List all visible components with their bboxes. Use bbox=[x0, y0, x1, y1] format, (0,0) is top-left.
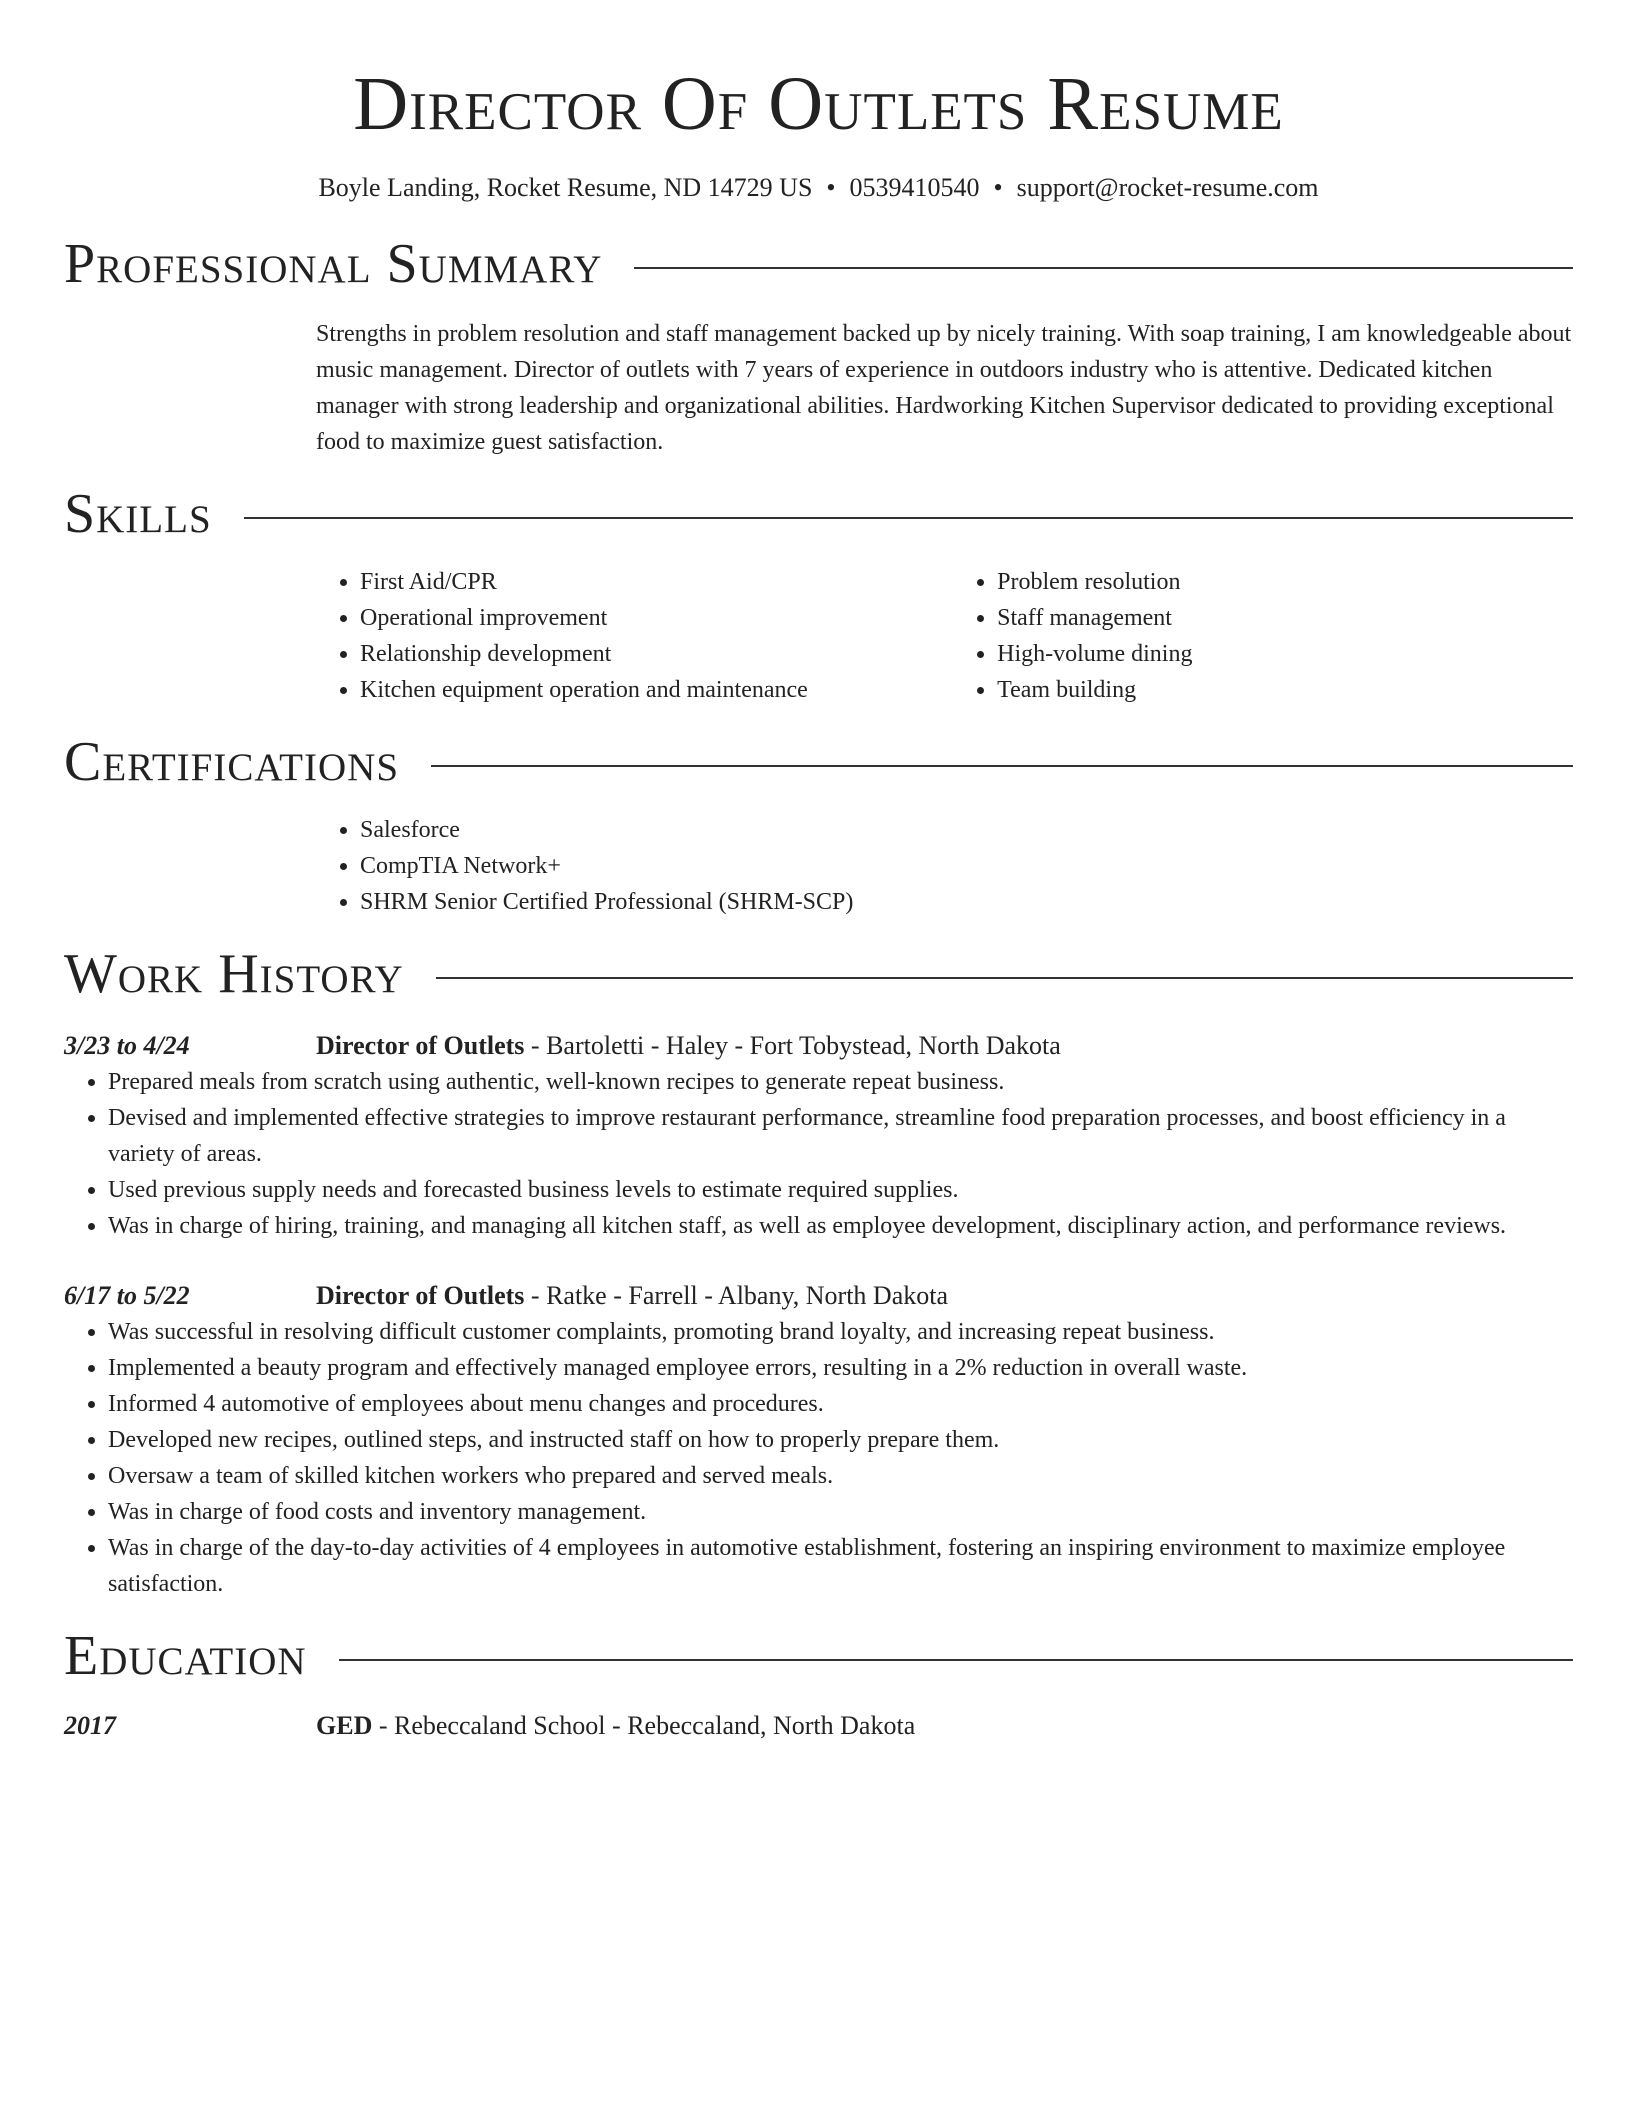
summary-content bbox=[316, 316, 1573, 460]
education-heading-line bbox=[316, 1708, 915, 1744]
education-school: - Rebeccaland School - Rebeccaland, North Dakota bbox=[372, 1711, 916, 1740]
job-date: 3/23 to 4/24 bbox=[64, 1031, 190, 1060]
job-employer: - Bartoletti - Haley - Fort Tobystead, North Dakota bbox=[524, 1031, 1061, 1060]
education-date: 2017 bbox=[64, 1711, 116, 1740]
education-heading: Education bbox=[64, 1625, 307, 1687]
certification-item: • SHRM Senior Certified Professional (SHRM-SCP) bbox=[360, 884, 1573, 920]
summary-section bbox=[64, 232, 1573, 460]
skills-heading: Skills bbox=[64, 483, 212, 545]
skills-section bbox=[64, 482, 1573, 708]
job-bullet: • Used previous supply needs and forecasted business levels to estimate required supplies. bbox=[108, 1172, 1573, 1208]
work-history-heading: Work History bbox=[64, 943, 404, 1005]
job-bullet: • Developed new recipes, outlined steps, and instructed staff on how to properly prepare them. bbox=[108, 1422, 1573, 1458]
job-bullet: • Prepared meals from scratch using authentic, well-known recipes to generate repeat business. bbox=[108, 1064, 1573, 1100]
skills-header bbox=[64, 482, 1573, 546]
job-heading bbox=[316, 1028, 1061, 1064]
job-bullet: • Informed 4 automotive of employees about menu changes and procedures. bbox=[108, 1386, 1573, 1422]
certification-item: • Salesforce bbox=[360, 812, 1573, 848]
section-divider bbox=[431, 765, 1573, 767]
job-entry bbox=[64, 1278, 1573, 1602]
skill-item: • First Aid/CPR bbox=[360, 564, 953, 600]
section-divider bbox=[436, 977, 1573, 979]
education-degree: GED bbox=[316, 1711, 373, 1740]
job-bullet: • Implemented a beauty program and effectively managed employee errors, resulting in a 2% reduction in overall waste. bbox=[108, 1350, 1573, 1386]
skill-item: • Problem resolution bbox=[997, 564, 1573, 600]
skill-item: • High-volume dining bbox=[997, 636, 1573, 672]
contact-separator: • bbox=[826, 173, 836, 202]
certifications-section bbox=[64, 730, 1573, 920]
education-header bbox=[64, 1624, 1573, 1688]
job-bullet: • Was in charge of food costs and inventory management. bbox=[108, 1494, 1573, 1530]
job-heading bbox=[316, 1278, 948, 1314]
job-header bbox=[64, 1278, 1573, 1314]
certifications-heading: Certifications bbox=[64, 731, 400, 793]
resume-page bbox=[64, 0, 1573, 1744]
skill-item: • Operational improvement bbox=[360, 600, 953, 636]
summary-header bbox=[64, 232, 1573, 296]
job-bullet: • Was successful in resolving difficult customer complaints, promoting brand loyalty, and increasing repeat business. bbox=[108, 1314, 1573, 1350]
education-entry bbox=[64, 1708, 1573, 1744]
education-section bbox=[64, 1624, 1573, 1744]
job-bullet: • Oversaw a team of skilled kitchen workers who prepared and served meals. bbox=[108, 1458, 1573, 1494]
skill-item: • Relationship development bbox=[360, 636, 953, 672]
job-entry bbox=[64, 1028, 1573, 1244]
work-history-section bbox=[64, 942, 1573, 1602]
skills-grid bbox=[316, 564, 1573, 708]
job-employer: - Ratke - Farrell - Albany, North Dakota bbox=[524, 1281, 949, 1310]
contact-line bbox=[64, 172, 1573, 204]
skill-item: • Team building bbox=[997, 672, 1573, 708]
skills-list-left bbox=[316, 564, 953, 708]
job-bullet: • Was in charge of hiring, training, and managing all kitchen staff, as well as employee development, disciplinary action, and performance reviews. bbox=[108, 1208, 1573, 1244]
summary-text: Strengths in problem resolution and staff management backed up by nicely training. With soap training, I am knowledgeable about music management. Director of outlets with 7 years of experience in outdoors industry who is attentive. Dedicated kitchen manager with strong leadership and organizational abilities. Hardworking Kitchen Supervisor dedicated to providing exceptional food to maximize guest satisfaction. bbox=[316, 321, 1572, 455]
contact-email: support@rocket-resume.com bbox=[1016, 173, 1319, 202]
job-bullet: • Was in charge of the day-to-day activities of 4 employees in automotive establishment, fostering an inspiring environment to maximize employee satisfaction. bbox=[108, 1530, 1573, 1602]
certifications-list bbox=[316, 812, 1573, 920]
contact-separator: • bbox=[993, 173, 1003, 202]
contact-address: Boyle Landing, Rocket Resume, ND 14729 US bbox=[318, 173, 813, 202]
job-header bbox=[64, 1028, 1573, 1064]
certification-item: • CompTIA Network+ bbox=[360, 848, 1573, 884]
summary-heading: Professional Summary bbox=[64, 233, 603, 295]
job-bullet: • Devised and implemented effective strategies to improve restaurant performance, streamline food preparation processes, and boost efficiency in a variety of areas. bbox=[108, 1100, 1573, 1172]
job-bullets bbox=[64, 1314, 1573, 1602]
job-title: Director of Outlets bbox=[316, 1031, 525, 1060]
job-date: 6/17 to 5/22 bbox=[64, 1281, 190, 1310]
certifications-header bbox=[64, 730, 1573, 794]
contact-phone: 0539410540 bbox=[849, 173, 980, 202]
resume-title: Director Of Outlets Resume bbox=[353, 62, 1284, 146]
skills-list-right bbox=[953, 564, 1573, 708]
job-title: Director of Outlets bbox=[316, 1281, 525, 1310]
work-history-header bbox=[64, 942, 1573, 1006]
section-divider bbox=[244, 517, 1573, 519]
section-divider bbox=[634, 267, 1573, 269]
certifications-content bbox=[316, 812, 1573, 920]
skill-item: • Staff management bbox=[997, 600, 1573, 636]
section-divider bbox=[339, 1659, 1573, 1661]
skill-item: • Kitchen equipment operation and maintenance bbox=[360, 672, 953, 708]
job-bullets bbox=[64, 1064, 1573, 1244]
